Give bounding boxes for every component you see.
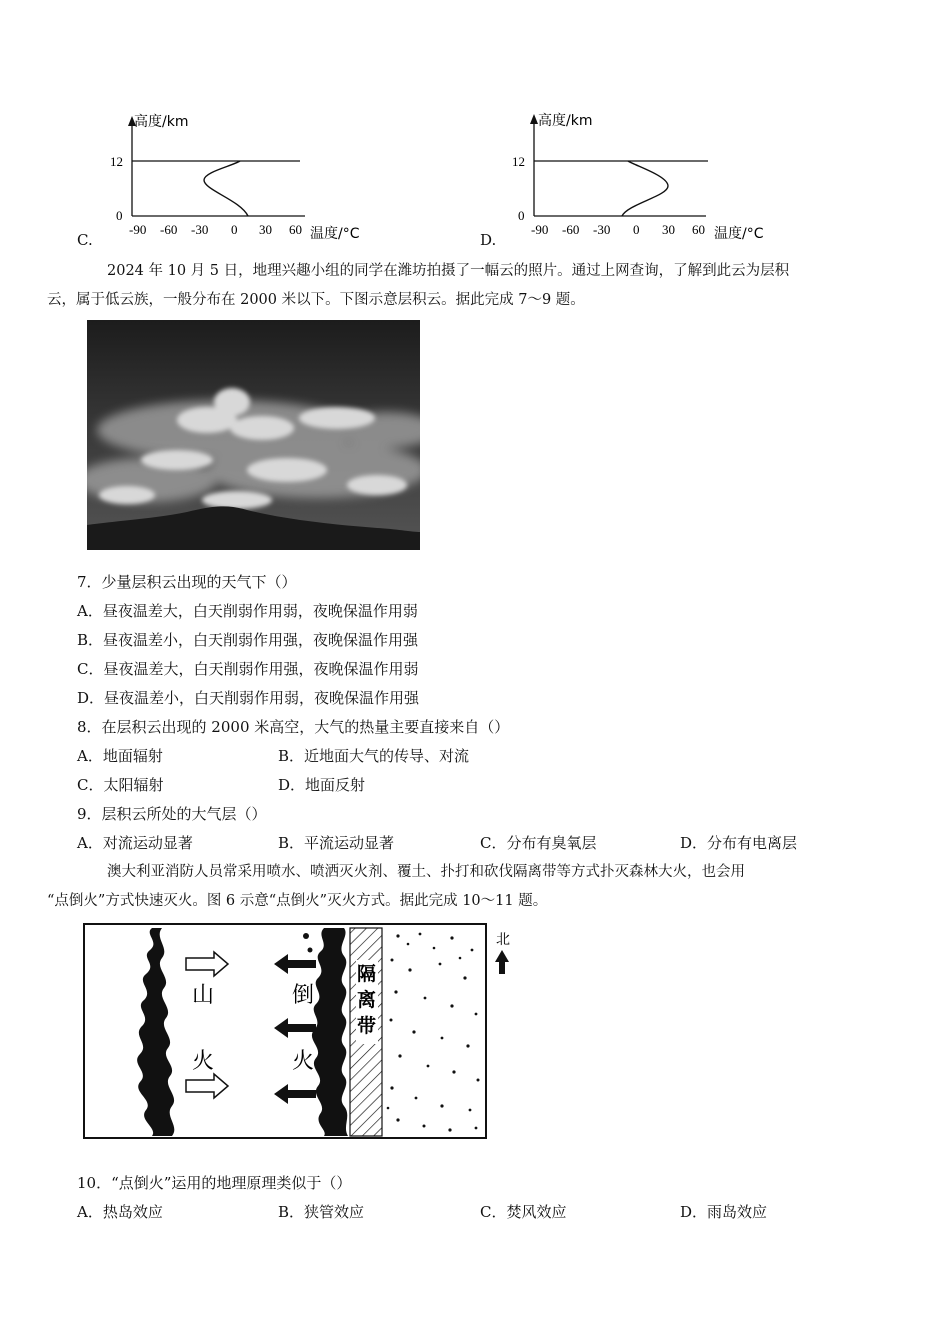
temperature-curve [622, 161, 668, 216]
mountain-fire-char-1: 山 [192, 983, 215, 1008]
temperature-curve [204, 161, 248, 216]
back-fire-diagram [80, 920, 520, 1142]
q9-option-b[interactable]: B．平流运动显著 [278, 834, 395, 852]
firebreak-char-1: 隔 [357, 963, 377, 985]
y-tick-12: 12 [512, 154, 525, 169]
graph-c [100, 108, 370, 248]
x-tick: -90 [129, 222, 147, 237]
north-label: 北 [496, 932, 510, 948]
q8-option-b[interactable]: B．近地面大气的传导、对流 [278, 747, 470, 765]
q7-option-d[interactable]: D．昼夜温差小，白天削弱作用弱，夜晚保温作用强 [77, 689, 420, 707]
x-tick: -30 [593, 222, 611, 237]
q7-option-c[interactable]: C．昼夜温差大，白天削弱作用强，夜晚保温作用弱 [77, 660, 419, 678]
q10-option-c[interactable]: C．焚风效应 [480, 1203, 567, 1221]
y-tick-0: 0 [116, 208, 123, 223]
q7-option-b[interactable]: B．昼夜温差小，白天削弱作用强，夜晚保温作用强 [77, 631, 419, 649]
q9-option-c[interactable]: C．分布有臭氧层 [480, 834, 597, 852]
x-tick: 0 [633, 222, 640, 237]
passage-2 [47, 858, 877, 916]
q8-stem: 8．在层积云出现的 2000 米高空，大气的热量主要直接来自（） [77, 718, 510, 736]
firebreak-char-3: 带 [357, 1015, 377, 1037]
passage-1 [47, 257, 877, 315]
y-axis-arrow [530, 114, 538, 124]
x-tick: -30 [191, 222, 209, 237]
passage-1-line2: 云，属于低云族，一般分布在 2000 米以下。下图示意层积云。据此完成 7～9 题。 [47, 292, 585, 308]
passage-2-line1: 澳大利亚消防人员常采用喷水、喷洒灭火剂、覆土、扑打和砍伐隔离带等方式扑灭森林大火，也会用 [107, 864, 745, 880]
q8-option-d[interactable]: D．地面反射 [278, 776, 366, 794]
graph-d-option-label: D. [480, 231, 497, 249]
north-arrow-icon [495, 950, 509, 974]
q8-option-c[interactable]: C．太阳辐射 [77, 776, 164, 794]
q9-stem: 9．层积云所处的大气层（） [77, 805, 267, 823]
x-tick: -90 [531, 222, 549, 237]
q8-option-a[interactable]: A．地面辐射 [77, 747, 163, 765]
y-axis-label: 高度/km [538, 113, 593, 129]
y-tick-12: 12 [110, 154, 123, 169]
x-tick: 30 [662, 222, 675, 237]
x-tick: 0 [231, 222, 238, 237]
q10-option-d[interactable]: D．雨岛效应 [680, 1203, 768, 1221]
x-tick: 30 [259, 222, 272, 237]
x-tick: 60 [692, 222, 705, 237]
back-fire-char-2: 火 [292, 1049, 315, 1074]
q7-option-a[interactable]: A．昼夜温差大，白天削弱作用弱，夜晚保温作用弱 [77, 602, 418, 620]
passage-2-line2: “点倒火”方式快速灭火。图 6 示意“点倒火”灭火方式。据此完成 10～11 题。 [47, 893, 548, 909]
y-tick-0: 0 [518, 208, 525, 223]
graph-d [500, 106, 780, 246]
q9-option-a[interactable]: A．对流运动显著 [77, 834, 193, 852]
firebreak-char-2: 离 [357, 989, 377, 1011]
q10-option-b[interactable]: B．狭管效应 [278, 1203, 365, 1221]
x-axis-label: 温度/°C [310, 226, 360, 242]
back-fire-char-1: 倒 [292, 983, 315, 1008]
q10-option-a[interactable]: A．热岛效应 [77, 1203, 163, 1221]
q9-option-d[interactable]: D．分布有电离层 [680, 834, 798, 852]
q10-stem: 10．“点倒火”运用的地理原理类似于（） [77, 1174, 352, 1192]
x-axis-label: 温度/°C [714, 226, 764, 242]
x-tick: -60 [160, 222, 178, 237]
x-tick: -60 [562, 222, 580, 237]
x-tick: 60 [289, 222, 302, 237]
passage-1-line1: 2024 年 10 月 5 日，地理兴趣小组的同学在潍坊拍摄了一幅云的照片。通过上网查询，了解到此云为层积 [107, 263, 790, 279]
mountain-fire-char-2: 火 [192, 1049, 215, 1074]
stratocumulus-photo [87, 320, 420, 550]
y-axis-label: 高度/km [134, 114, 189, 130]
q7-stem: 7．少量层积云出现的天气下（） [77, 573, 297, 591]
graph-c-option-label: C. [77, 231, 93, 249]
